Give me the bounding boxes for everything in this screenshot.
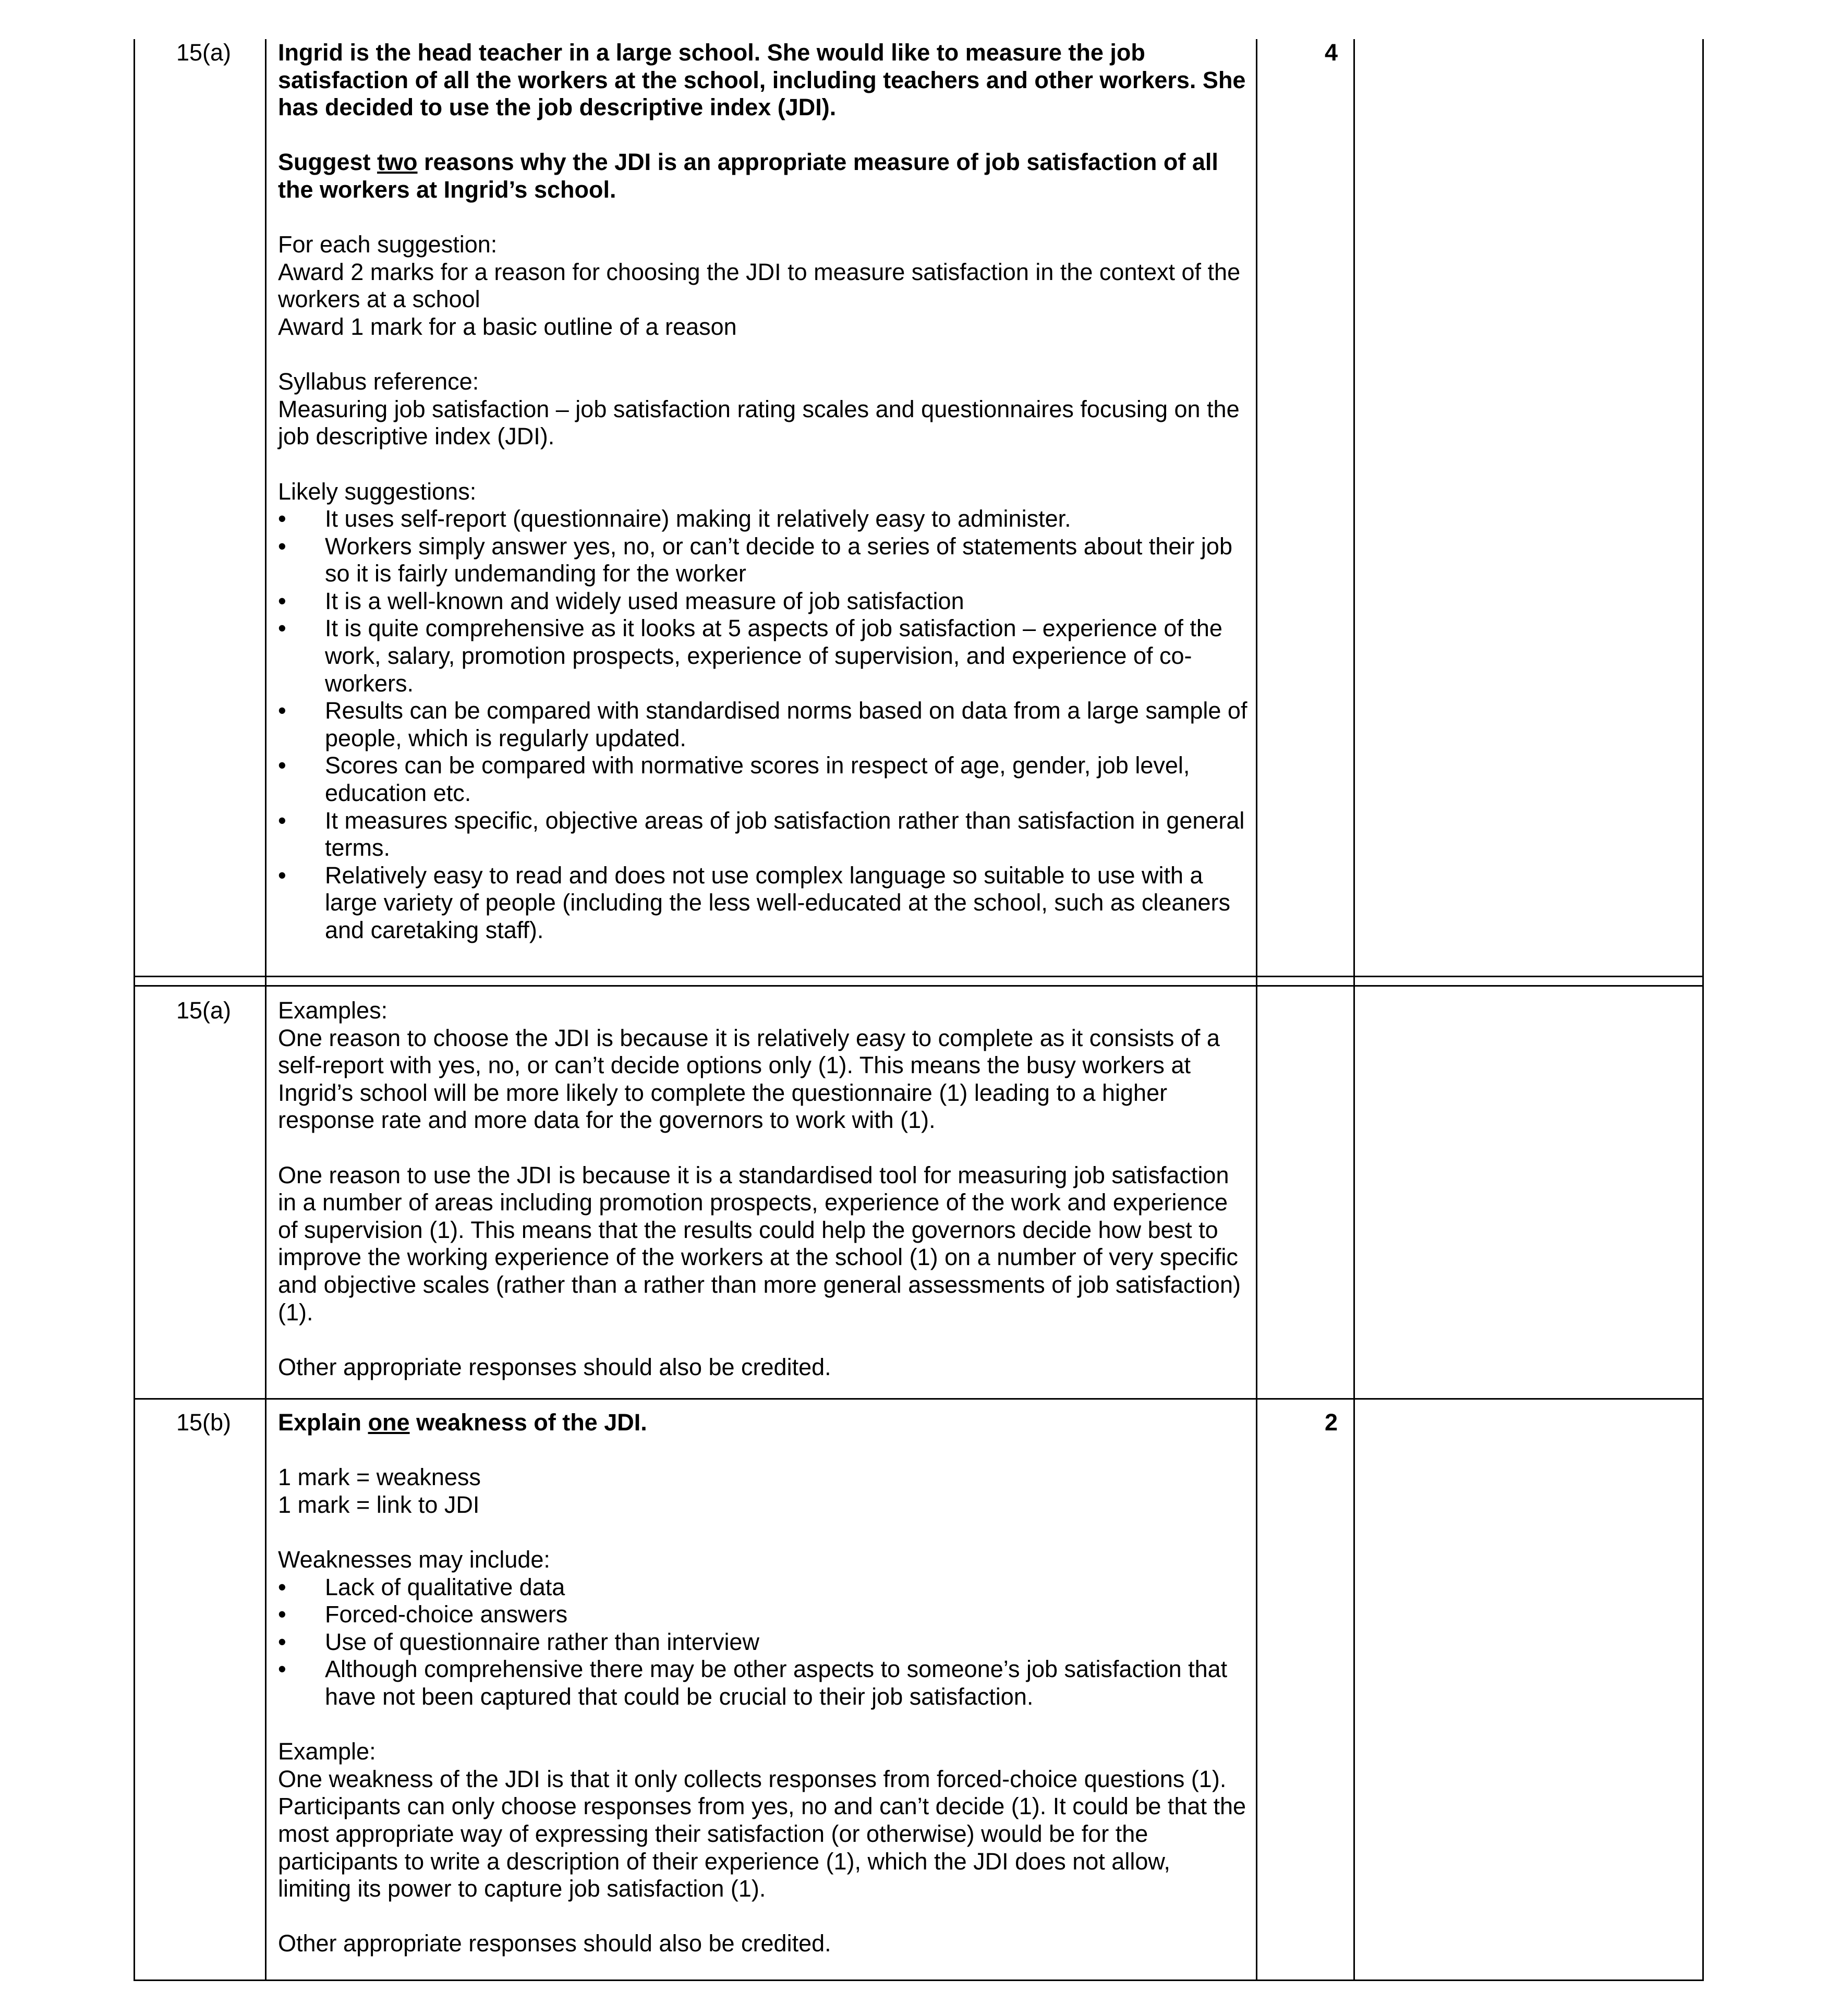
list-item: • Lack of qualitative data <box>278 1574 1248 1601</box>
table-col-divider-1 <box>265 39 267 1980</box>
table-bottom-border <box>134 1979 1704 1981</box>
question-instruction <box>278 149 1248 203</box>
instruction-post: reasons why the JDI is an appropriate measure of job satisfaction of all the workers at Ingrid’s school. <box>278 149 1218 203</box>
list-item: • It uses self-report (questionnaire) making it relatively easy to administer. <box>278 505 1248 533</box>
marking-award-2: Award 2 marks for a reason for choosing the JDI to measure satisfaction in the context of the workers at a school <box>278 258 1241 313</box>
syllabus-text: Measuring job satisfaction – job satisfaction rating scales and questionnaires focusing on the job descriptive index (JDI). <box>278 395 1240 450</box>
question-number: 15(a) <box>176 39 231 66</box>
row-separator-double-bottom <box>134 985 1704 987</box>
marking-line: 1 mark = weakness <box>278 1464 481 1491</box>
marks-value: 4 <box>1324 39 1338 66</box>
example-heading: Example: <box>278 1738 376 1765</box>
list-item: • Use of questionnaire rather than interview <box>278 1629 1248 1656</box>
row-separator-double-top <box>134 976 1704 977</box>
credit-note: Other appropriate responses should also be credited. <box>278 1930 831 1957</box>
question-pre: Explain <box>278 1409 368 1436</box>
example-text: One weakness of the JDI is that it only collects responses from forced-choice questions (1). Participants can only choose responses from yes, no and can’t decide (1). It could be that the most appropriate way of expressing their satisfaction (or otherwise) would be for the participants to write a description of their experience (1), which the JDI does not allow, limiting its power to capture job satisfaction (1). <box>278 1765 1246 1902</box>
list-item: • It is quite comprehensive as it looks at 5 aspects of job satisfaction – experience of the work, salary, promotion prospects, experience of supervision, and experience of co-workers. <box>278 615 1248 697</box>
marks-value: 2 <box>1324 1409 1338 1436</box>
list-item: • Forced-choice answers <box>278 1601 1248 1629</box>
weaknesses-list <box>278 1574 1248 1711</box>
examples-heading: Examples: <box>278 997 388 1024</box>
example-text: One reason to use the JDI is because it is a standardised tool for measuring job satisfaction in a number of areas including promotion prospects, experience of the work and experience of supervision (1). This means that the results could help the governors decide how best to improve the working experience of the workers at the school (1) on a number of very specific and objective scales (rather than a rather than more general assessments of job satisfaction) (1). <box>278 1161 1241 1326</box>
marking-line: 1 mark = link to JDI <box>278 1491 480 1518</box>
instruction-pre: Suggest <box>278 149 378 176</box>
example-text: One reason to choose the JDI is because it is relatively easy to complete as it consists of a self-report with yes, no, or can’t decide options only (1). This means the busy workers at Ingrid’s school will be more likely to complete the questionnaire (1) leading to a higher response rate and more data for the governors to work with (1). <box>278 1024 1220 1134</box>
list-item: • Although comprehensive there may be other aspects to someone’s job satisfaction that have not been captured that could be crucial to their job satisfaction. <box>278 1656 1248 1710</box>
suggestions-heading: Likely suggestions: <box>278 478 477 505</box>
table-col-divider-3 <box>1353 39 1355 1980</box>
suggestions-list <box>278 505 1248 944</box>
question-emphasis: one <box>368 1409 410 1436</box>
table-col-divider-2 <box>1256 39 1257 1980</box>
row-separator <box>134 1398 1704 1400</box>
syllabus-heading: Syllabus reference: <box>278 368 479 395</box>
list-item: • Relatively easy to read and does not use complex language so suitable to use with a large variety of people (including the less well-educated at the school, such as cleaners and caretaking staff). <box>278 862 1248 944</box>
answer-cell-15b <box>278 1409 1248 1958</box>
instruction-emphasis: two <box>377 149 418 176</box>
table-right-border <box>1702 39 1704 1980</box>
question-number: 15(b) <box>176 1409 231 1436</box>
credit-note: Other appropriate responses should also be credited. <box>278 1353 831 1380</box>
marking-award-1: Award 1 mark for a basic outline of a reason <box>278 313 737 340</box>
marking-heading: For each suggestion: <box>278 231 498 258</box>
list-item: • It measures specific, objective areas of job satisfaction rather than satisfaction in general terms. <box>278 807 1248 862</box>
question-text <box>278 1409 1248 1437</box>
list-item: • It is a well-known and widely used measure of job satisfaction <box>278 588 1248 615</box>
question-number: 15(a) <box>176 997 231 1024</box>
weaknesses-heading: Weaknesses may include: <box>278 1546 550 1573</box>
list-item: • Results can be compared with standardised norms based on data from a large sample of people, which is regularly updated. <box>278 697 1248 752</box>
answer-cell-15a-examples <box>278 997 1248 1381</box>
question-post: weakness of the JDI. <box>409 1409 647 1436</box>
list-item: • Workers simply answer yes, no, or can’t decide to a series of statements about their job so it is fairly undemanding for the worker <box>278 533 1248 588</box>
list-item: • Scores can be compared with normative scores in respect of age, gender, job level, education etc. <box>278 752 1248 807</box>
question-text: Ingrid is the head teacher in a large school. She would like to measure the job satisfaction of all the workers at the school, including teachers and other workers. She has decided to use the job descriptive index (JDI). <box>278 39 1246 121</box>
answer-cell-15a <box>278 39 1248 944</box>
